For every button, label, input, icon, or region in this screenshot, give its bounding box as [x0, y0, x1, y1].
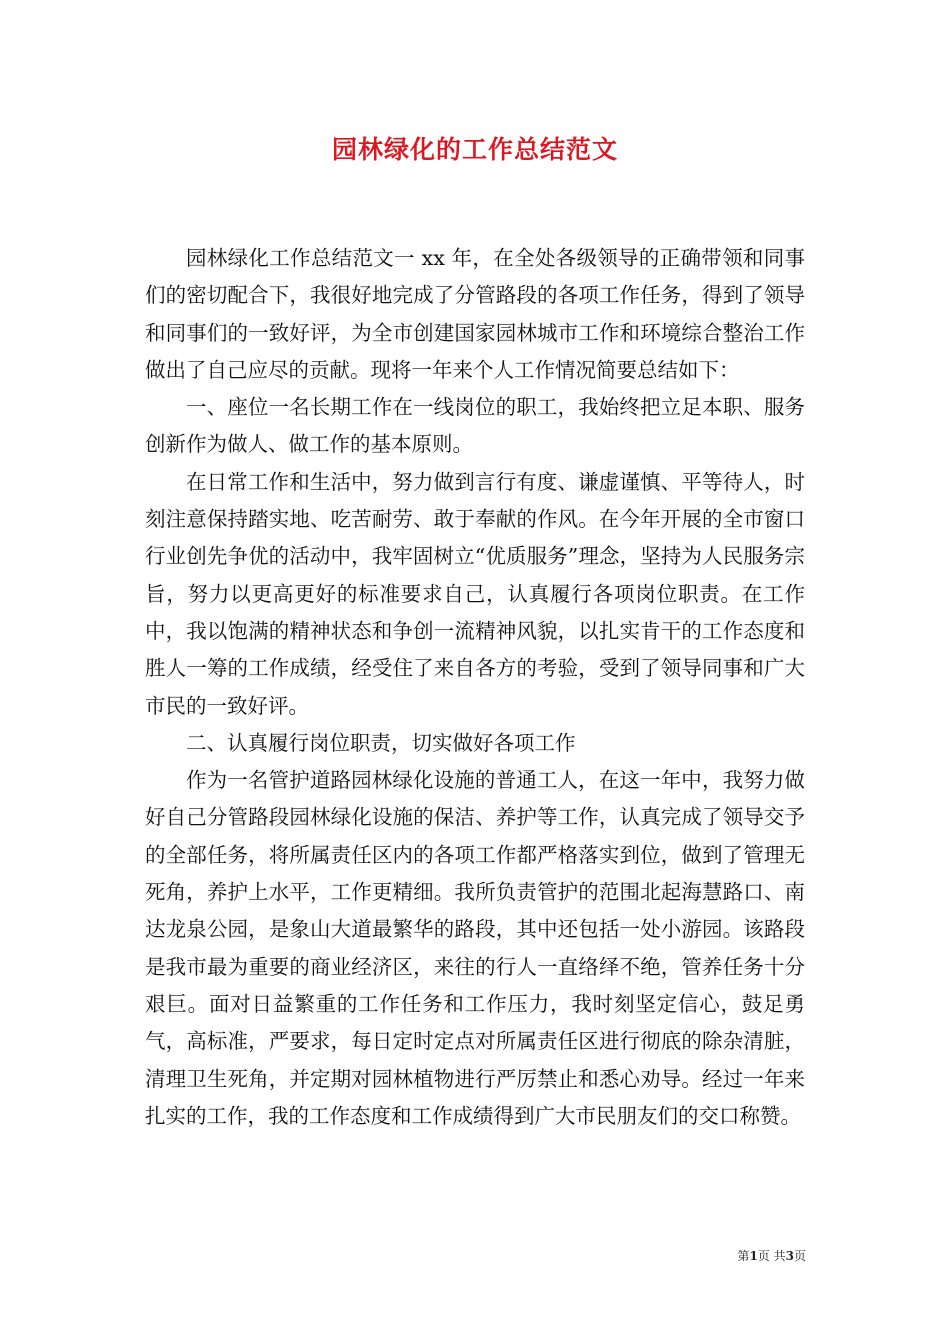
paragraph-daily-work: 在日常工作和生活中，努力做到言行有度、谦虚谨慎、平等待人，时刻注意保持踏实地、吃苦耐劳、敢于奉献的作风。在今年开展的全市窗口行业创先争优的活动中，我牢固树立“优质服务”理念，坚持为人民服务宗旨，努力以更高更好的标准要求自己，认真履行各项岗位职责。在工作中，我以饱满的精神状态和争创一流精神风貌，以扎实肯干的工作态度和胜人一筹的工作成绩，经受住了来自各方的考验，受到了领导同事和广大市民的一致好评。 — [145, 469, 805, 718]
page-number-footer — [737, 1247, 806, 1264]
footer-current-page: 1 — [749, 1249, 758, 1263]
paragraph-section-2-heading: 二、认真履行岗位职责，切实做好各项工作 — [186, 730, 576, 755]
paragraph-section-1: 一、座位一名长期工作在一线岗位的职工，我始终把立足本职、服务创新作为做人、做工作的基本原则。 — [145, 395, 805, 457]
footer-total-pages: 3 — [785, 1249, 794, 1263]
footer-middle: 页 共 — [757, 1249, 786, 1263]
document-body — [145, 240, 805, 1135]
document-title: 园林绿化的工作总结范文 — [331, 135, 618, 164]
paragraph-maintenance: 作为一名管护道路园林绿化设施的普通工人，在这一年中，我努力做好自己分管路段园林绿化设施的保洁、养护等工作，认真完成了领导交予的全部任务，将所属责任区内的各项工作都严格落实到位，做到了管理无死角，养护上水平，工作更精细。我所负责管护的范围北起海慧路口、南达龙泉公园，是象山大道最繁华的路段，其中还包括一处小游园。该路段是我市最为重要的商业经济区，来往的行人一直络绎不绝，管养任务十分艰巨。面对日益繁重的工作任务和工作压力，我时刻坚定信心，鼓足勇气，高标准，严要求，每日定时定点对所属责任区进行彻底的除杂清脏，清理卫生死角，并定期对园林植物进行严厉禁止和悉心劝导。经过一年来扎实的工作，我的工作态度和工作成绩得到广大市民朋友们的交口称赞。 — [145, 768, 805, 1128]
footer-prefix: 第 — [737, 1249, 750, 1263]
paragraph-intro: 园林绿化工作总结范文一 xx 年，在全处各级领导的正确带领和同事们的密切配合下，我很好地完成了分管路段的各项工作任务，得到了领导和同事们的一致好评，为全市创建国家园林城市工作和环境综合整治工作做出了自己应尽的贡献。现将一年来个人工作情况简要总结如下： — [145, 246, 805, 382]
footer-suffix: 页 — [793, 1249, 806, 1263]
